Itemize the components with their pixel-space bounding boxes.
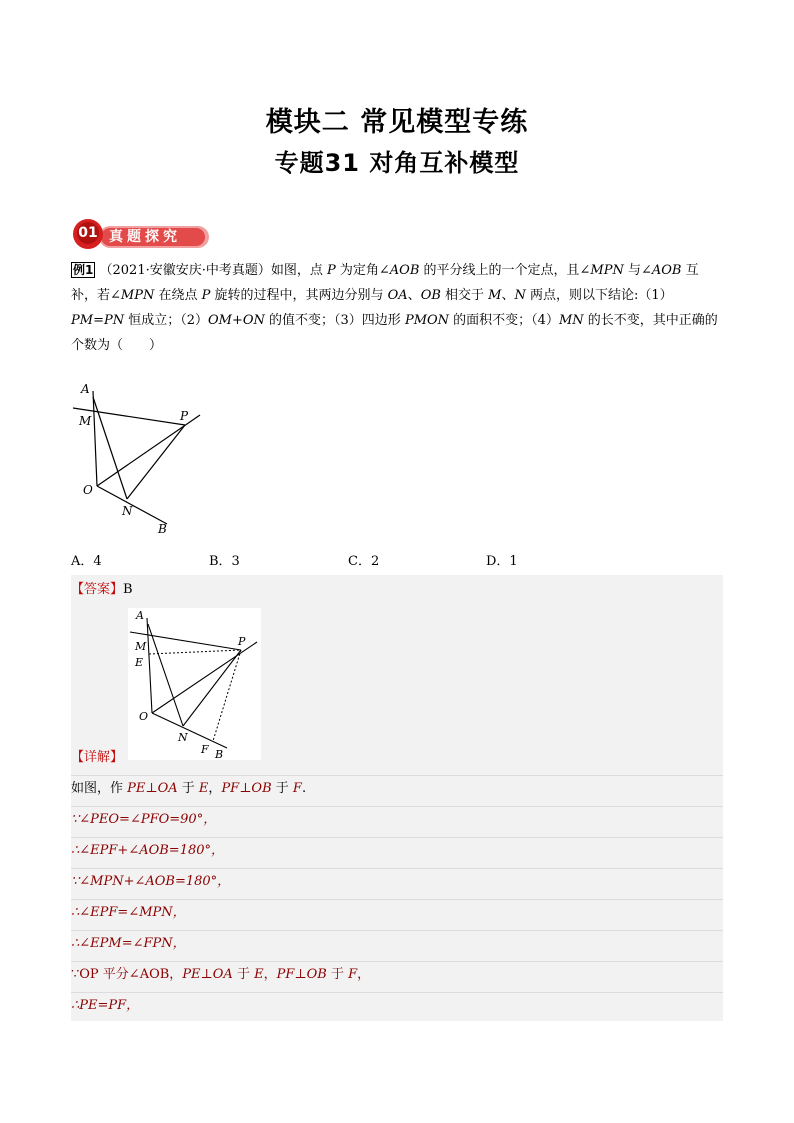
step-4: ∵∠MPN+∠AOB=180°， bbox=[71, 868, 723, 895]
fig2-label-P: P bbox=[238, 635, 246, 648]
option-a[interactable]: A．4 bbox=[71, 554, 102, 569]
fig1-label-M: M bbox=[79, 414, 92, 428]
answer-label: 【答案】 bbox=[71, 582, 124, 597]
step-2: ∵∠PEO=∠PFO=90°， bbox=[71, 806, 723, 833]
section-badge bbox=[71, 212, 211, 260]
fig2-label-E: E bbox=[135, 656, 144, 669]
example-label: 例1 bbox=[73, 263, 94, 277]
fig2-label-O: O bbox=[139, 710, 149, 723]
fig1-label-N: N bbox=[122, 504, 133, 518]
topic-title: 专题31 对角互补模型 bbox=[274, 149, 520, 177]
badge-number: 01 bbox=[78, 225, 98, 241]
fig1-label-B: B bbox=[158, 522, 167, 536]
answer-line bbox=[71, 577, 723, 603]
answer-value: B bbox=[123, 582, 133, 597]
step-3: ∴∠EPF+∠AOB=180°， bbox=[71, 837, 723, 864]
fig2-label-F: F bbox=[201, 743, 209, 756]
detail-label: 【详解】 bbox=[71, 750, 124, 765]
step-1: 如图，作 PE⊥OA 于 E，PF⊥OB 于 F. bbox=[71, 775, 723, 802]
question-source: （2021·安徽安庆·中考真题） bbox=[99, 263, 271, 278]
figure-2-frame bbox=[128, 608, 261, 760]
step-8: ∴PE=PF， bbox=[71, 992, 723, 1019]
module-title: 模块二 常见模型专练 bbox=[265, 107, 529, 138]
fig2-label-M: M bbox=[135, 640, 147, 653]
geometry-figure-2 bbox=[128, 608, 261, 760]
fig1-label-A: A bbox=[81, 382, 90, 396]
option-b[interactable]: B．3 bbox=[209, 554, 240, 569]
fig1-label-O: O bbox=[83, 483, 93, 497]
step-6: ∴∠EPM=∠FPN， bbox=[71, 930, 723, 957]
option-d[interactable]: D．1 bbox=[486, 554, 518, 569]
fig2-label-A: A bbox=[136, 609, 144, 622]
step-5: ∴∠EPF=∠MPN， bbox=[71, 899, 723, 926]
fig1-label-P: P bbox=[180, 409, 189, 423]
fig2-label-B: B bbox=[215, 748, 224, 760]
detail-line bbox=[71, 745, 723, 771]
option-c[interactable]: C．2 bbox=[348, 554, 380, 569]
fig2-label-N: N bbox=[178, 731, 188, 744]
geometry-figure-1 bbox=[71, 378, 211, 538]
example-question: 例1 （2021·安徽安庆·中考真题）如图，点 P 为定角∠AOB 的平分线上的一个定点，且∠MPN 与∠AOB 互补，若∠MPN 在绕点 P 旋转的过程中，其两边分别与 OA、OB 相交于 M、N 两点，则以下结论:（1）PM=PN 恒成立；（2）OM+ON 的值不变；（3）四边形 PMON 的面积不变；（4）MN 的长不变，其中正确的个数为（ ） bbox=[71, 263, 718, 353]
badge-label: 真题探究 bbox=[109, 229, 181, 245]
step-7: ∵OP 平分∠AOB，PE⊥OA 于 E，PF⊥OB 于 F， bbox=[71, 961, 723, 988]
